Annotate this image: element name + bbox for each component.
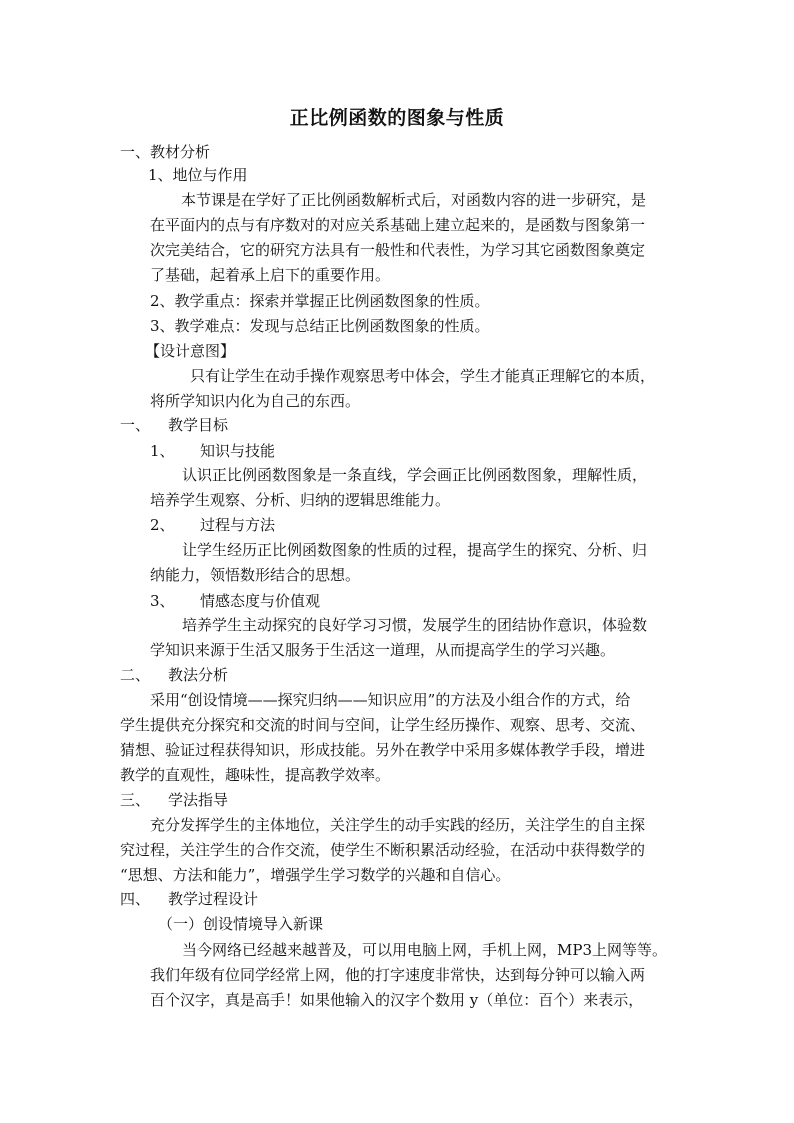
paragraph-line: 究过程，关注学生的合作交流，使学生不断积累活动经验，在活动中获得数学的 [120, 841, 646, 859]
subsection-heading: 1、地位与作用 [148, 166, 248, 184]
paragraph-line: 学生提供充分探究和交流的时间与空间，让学生经历操作、观察、思考、交流、 [120, 716, 646, 734]
section-number: 四、 [120, 890, 151, 908]
paragraph-line: 百个汉字，真是高手！如果他输入的汉字个数用 y（单位：百个）来表示， [150, 991, 644, 1009]
paragraph-line: 次完美结合，它的研究方法具有一般性和代表性，为学习其它函数图象奠定 [150, 241, 646, 259]
item-number: 2、 [150, 516, 175, 534]
document-title: 正比例函数的图象与性质 [289, 107, 505, 129]
paragraph-line: 我们年级有位同学经常上网，他的打字速度非常快，达到每分钟可以输入两 [150, 966, 646, 984]
subsection-heading: （一）创设情境导入新课 [158, 915, 324, 933]
paragraph-line: 了基础，起着承上启下的重要作用。 [150, 266, 391, 284]
list-item: 3、教学难点：发现与总结正比例函数图象的性质。 [150, 317, 490, 335]
section-number: 三、 [120, 791, 151, 809]
paragraph-line: 采用“创设情境——探究归纳——知识应用”的方法及小组合作的方式，给 [150, 691, 631, 709]
paragraph-line: 教学的直观性，趣味性，提高教学效率。 [120, 766, 391, 784]
section-heading: 一、教材分析 [120, 143, 211, 161]
design-intent-heading: 【设计意图】 [145, 342, 236, 360]
item-number: 3、 [150, 592, 175, 610]
paragraph-line: 充分发挥学生的主体地位，关注学生的动手实践的经历，关注学生的自主探 [150, 816, 646, 834]
paragraph-line: 培养学生观察、分析、归纳的逻辑思维能力。 [150, 491, 451, 509]
list-item: 2、教学重点：探索并掌握正比例函数图象的性质。 [150, 292, 490, 310]
subsection-heading: 过程与方法 [200, 516, 276, 534]
paragraph-line: “思想、方法和能力”，增强学生学习数学的兴趣和自信心。 [120, 866, 511, 884]
paragraph-line: 将所学知识内化为自己的东西。 [150, 392, 361, 410]
section-number: 一、 [120, 416, 151, 434]
section-heading: 教法分析 [168, 666, 229, 684]
subsection-heading: 知识与技能 [200, 442, 276, 460]
paragraph-line: 学知识来源于生活又服务于生活这一道理，从而提高学生的学习兴趣。 [150, 641, 616, 659]
subsection-heading: 情感态度与价值观 [200, 592, 321, 610]
paragraph-line: 认识正比例函数图象是一条直线，学会画正比例函数图象，理解性质， [182, 466, 648, 484]
paragraph-line: 当今网络已经越来越普及，可以用电脑上网，手机上网，MP3上网等等。 [182, 941, 667, 959]
paragraph-line: 本节课是在学好了正比例函数解析式后，对函数内容的进一步研究，是 [181, 191, 647, 209]
paragraph-line: 培养学生主动探究的良好学习习惯，发展学生的团结协作意识，体验数 [182, 616, 648, 634]
section-heading: 学法指导 [168, 791, 229, 809]
section-number: 二、 [120, 666, 151, 684]
paragraph-line: 只有让学生在动手操作观察思考中体会，学生才能真正理解它的本质， [190, 367, 656, 385]
section-heading: 教学目标 [168, 416, 229, 434]
section-heading: 教学过程设计 [168, 890, 259, 908]
item-number: 1、 [150, 442, 175, 460]
paragraph-line: 让学生经历正比例函数图象的性质的过程，提高学生的探究、分析、归 [182, 541, 648, 559]
paragraph-line: 纳能力，领悟数形结合的思想。 [150, 566, 361, 584]
paragraph-line: 在平面内的点与有序数对的对应关系基础上建立起来的，是函数与图象第一 [150, 216, 646, 234]
paragraph-line: 猜想、验证过程获得知识，形成技能。另外在教学中采用多媒体教学手段，增进 [120, 741, 646, 759]
